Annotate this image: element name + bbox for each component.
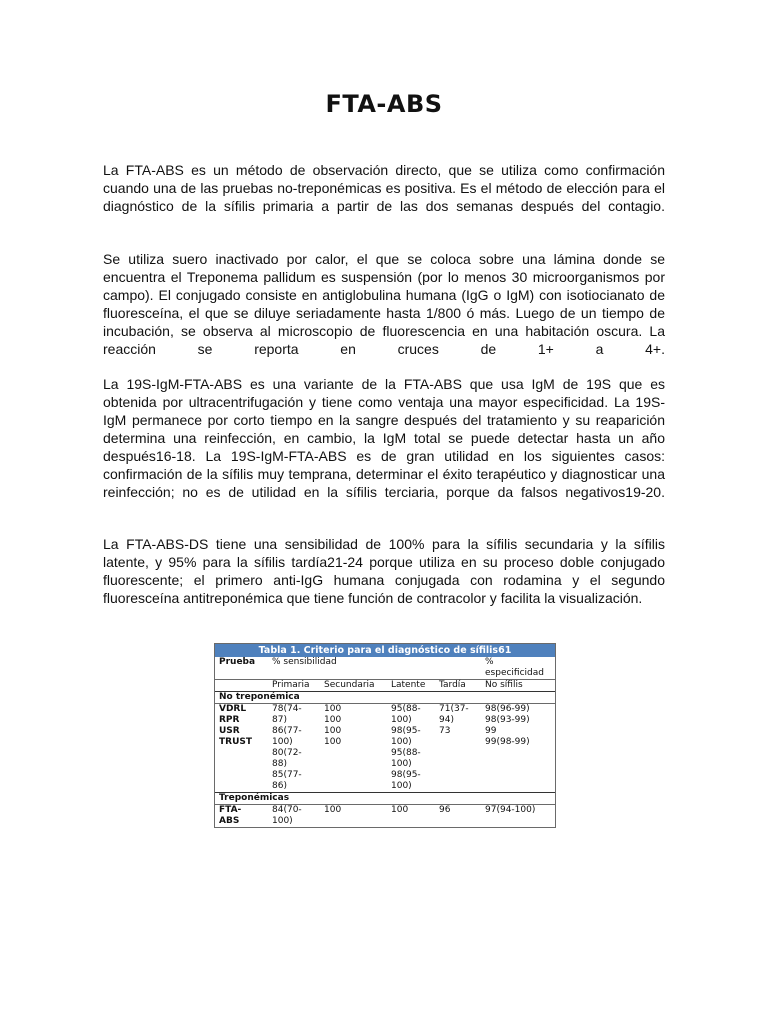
- cell-primaria-trep: 84(70- 100): [268, 805, 320, 828]
- section-treponemicas: Treponémicas: [215, 793, 555, 805]
- cell-tardia-no-trep: 71(37- 94) 73: [435, 704, 481, 793]
- table-subheader-row: [215, 680, 555, 692]
- criteria-table-grid: [215, 657, 555, 827]
- subheader-primaria: Primaria: [268, 680, 320, 692]
- document-title: FTA-ABS: [325, 90, 443, 118]
- cell-no-sifilis-no-trep: 98(96-99) 98(93-99) 99 99(98-99): [481, 704, 555, 793]
- table-row-treponemicas: [215, 805, 555, 828]
- header-especificidad-text: % especificidad: [485, 657, 544, 678]
- paragraph-1: La FTA-ABS es un método de observación directo, que se utiliza como confirmación cuando una de las pruebas no-treponémicas es positiva. Es el método de elección para el diagnóstico de la sífilis primaria a partir de las dos semanas después del contagio.: [103, 162, 665, 214]
- criteria-table: [214, 643, 556, 828]
- cell-latente-no-trep: 95(88- 100) 98(95- 100) 95(88- 100) 98(95- 100): [387, 704, 435, 793]
- cell-no-sifilis-trep: 97(94-100): [481, 805, 555, 828]
- paragraph-2: Se utiliza suero inactivado por calor, el que se coloca sobre una lámina donde se encuentra el Treponema pallidum es suspensión (por lo menos 30 microorganismos por campo). El conjugado consiste en antiglobulina humana (IgG o IgM) con isotiocianato de fluoresceína, el que se diluye seriadamente hasta 1/800 ó más. Luego de un tiempo de incubación, se observa al microscopio de fluorescencia en una habitación oscura. La reacción se reporta en cruces de 1+ a 4+.: [103, 251, 665, 357]
- subheader-no-sifilis: No sífilis: [481, 680, 555, 692]
- subheader-secundaria: Secundaria: [320, 680, 387, 692]
- section-row-treponemicas: [215, 793, 555, 805]
- section-row-no-treponemica: [215, 692, 555, 704]
- paragraph-3: La 19S-IgM-FTA-ABS es una variante de la FTA-ABS que usa IgM de 19S que es obtenida por ultracentrifugación y tiene como ventaja una mayor especificidad. La 19S-IgM permanece por corto tiempo en la sangre después del tratamiento y su reaparición determina una reinfección, en cambio, la IgM total se puede detectar hasta un año después16-18. La 19S-IgM-FTA-ABS es de gran utilidad en los siguientes casos: confirmación de la sífilis muy temprana, determinar el éxito terapéutico y diagnosticar una reinfección; no es de utilidad en la sífilis terciaria, porque da falsos negativos19-20.: [103, 376, 665, 500]
- cell-latente-trep: 100: [387, 805, 435, 828]
- header-especificidad: [481, 657, 555, 680]
- table-caption: Tabla 1. Criterio para el diagnóstico de sífilis61: [215, 644, 555, 657]
- cell-secundaria-no-trep: 100 100 100 100: [320, 704, 387, 793]
- paragraph-4: La FTA-ABS-DS tiene una sensibilidad de 100% para la sífilis secundaria y la sífilis latente, y 95% para la sífilis tardía21-24 porque utiliza en su proceso doble conjugado fluorescente; el primero anti-IgG humana conjugada con rodamina y el segundo fluoresceína antitreponémica que tiene función de contracolor y facilita la visualización.: [103, 536, 665, 606]
- cell-primaria-no-trep: 78(74- 87) 86(77- 100) 80(72- 88) 85(77- 86): [268, 704, 320, 793]
- header-prueba: Prueba: [219, 657, 256, 667]
- header-sensibilidad: % sensibilidad: [272, 657, 337, 667]
- cell-prueba-trep: FTA- ABS: [215, 805, 268, 828]
- subheader-latente: Latente: [387, 680, 435, 692]
- subheader-tardia: Tardía: [435, 680, 481, 692]
- table-row-no-treponemica: [215, 704, 555, 793]
- cell-pruebas-no-trep: VDRL RPR USR TRUST: [215, 704, 268, 793]
- section-no-treponemica: No treponémica: [215, 692, 555, 704]
- cell-tardia-trep: 96: [435, 805, 481, 828]
- table-header-row: [215, 657, 555, 680]
- cell-secundaria-trep: 100: [320, 805, 387, 828]
